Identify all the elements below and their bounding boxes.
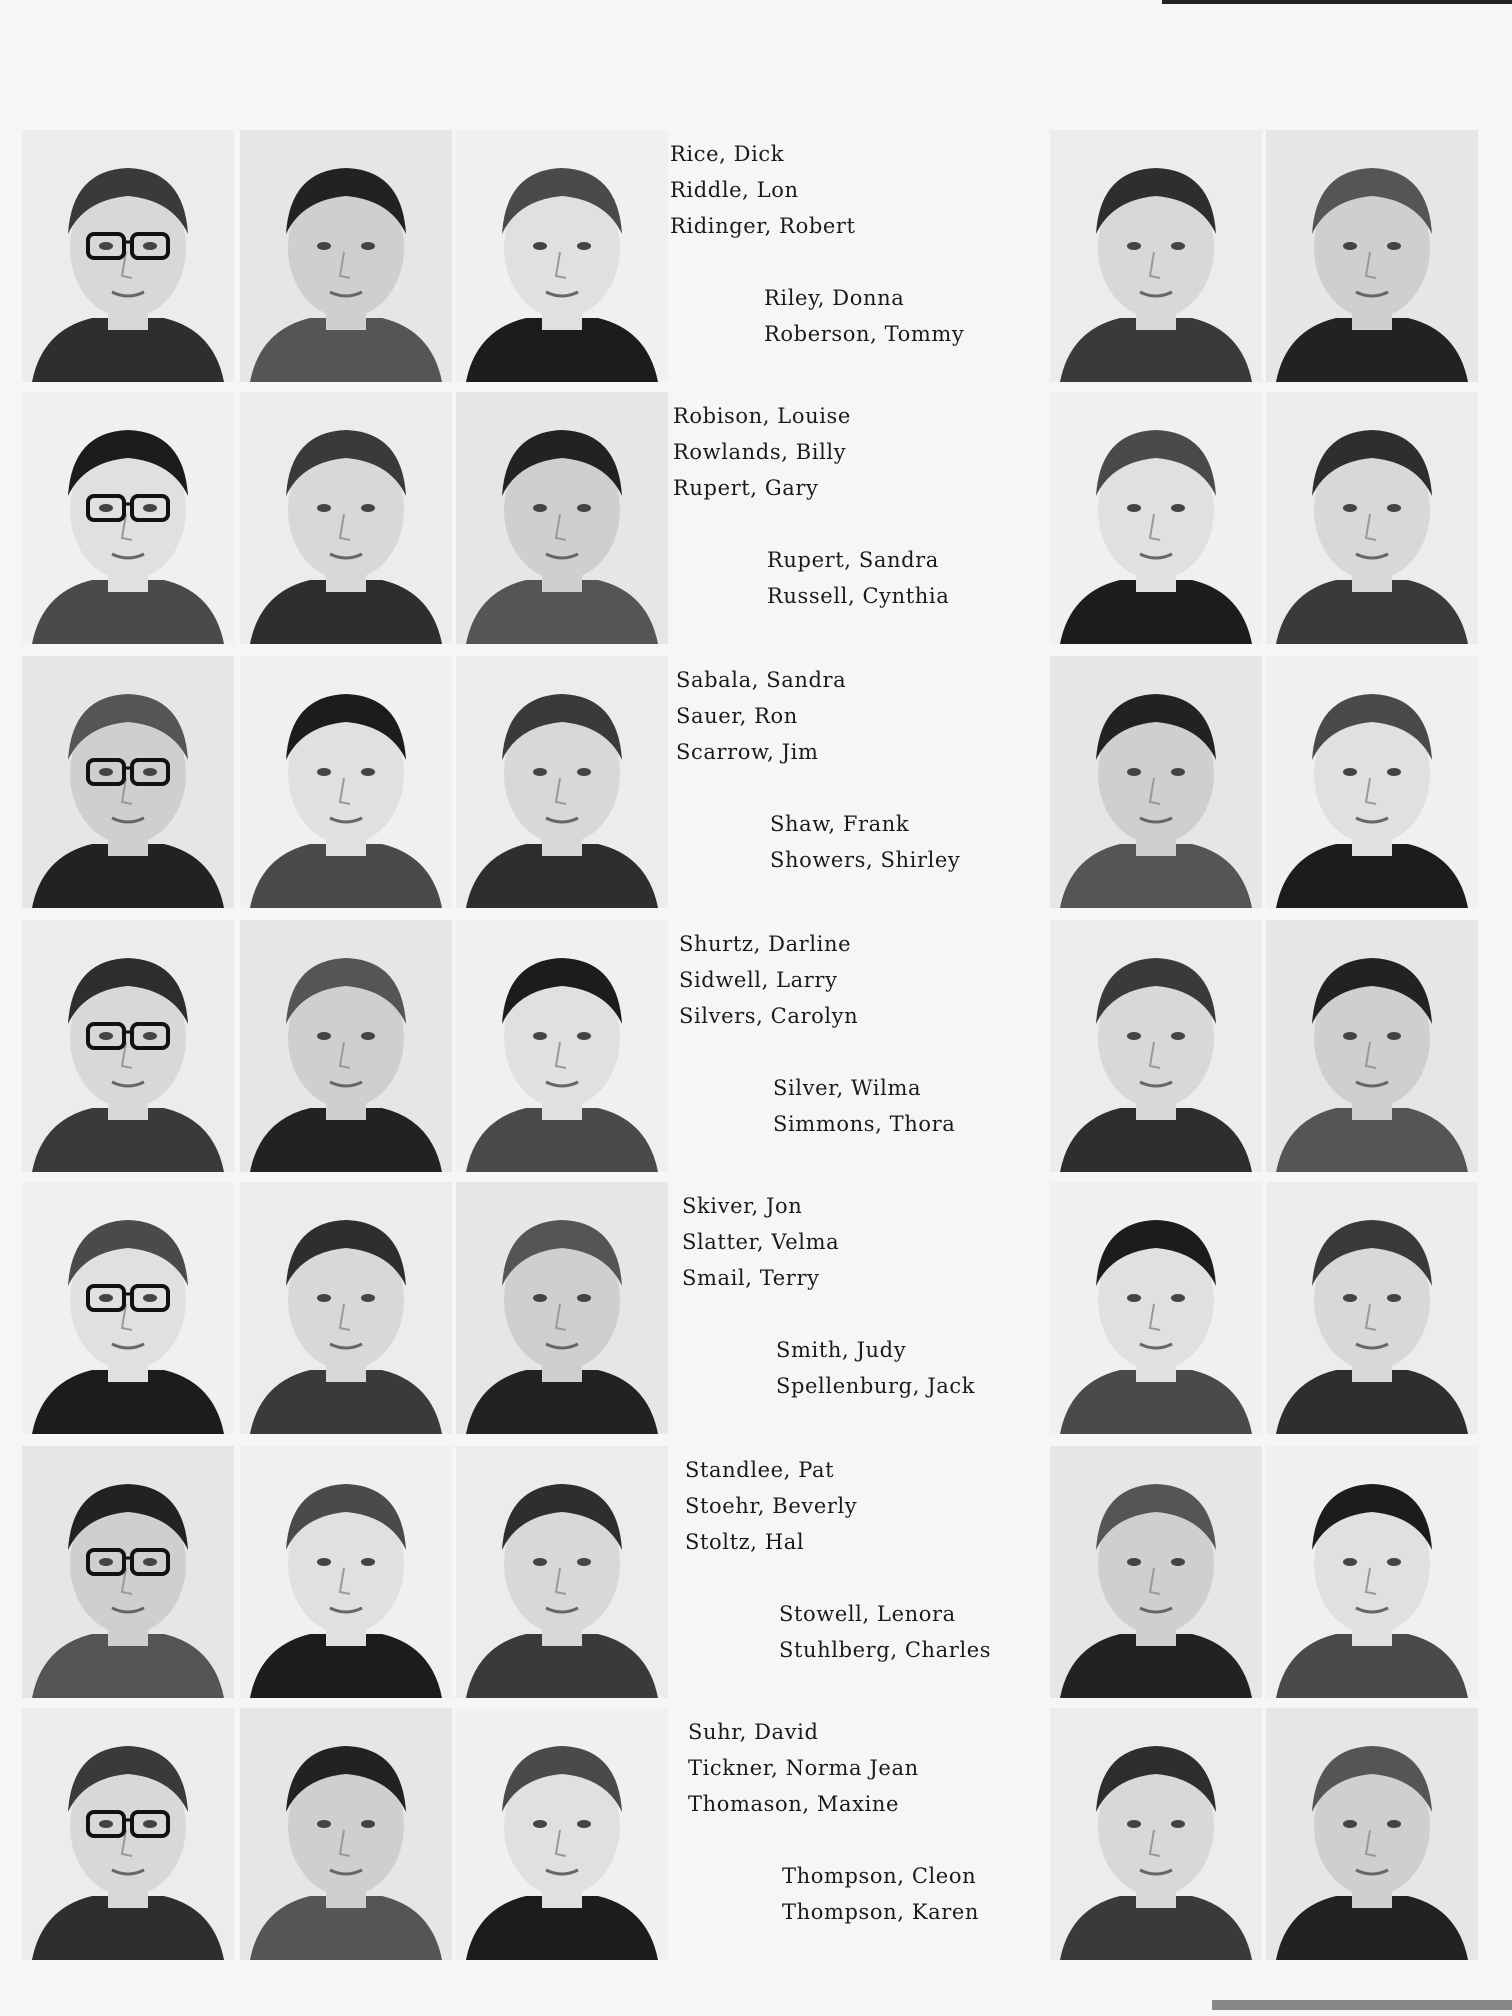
name-list [676, 668, 1036, 908]
student-name: Thompson, Cleon [782, 1864, 977, 1888]
student-portrait [240, 920, 452, 1172]
student-portrait [22, 1446, 234, 1698]
student-name: Ridinger, Robert [670, 214, 856, 238]
student-name: Thomason, Maxine [688, 1792, 900, 1816]
page-edge-bottom [1212, 2000, 1512, 2010]
student-portrait [456, 1446, 668, 1698]
page-edge-top [1162, 0, 1512, 4]
name-list [688, 1720, 1048, 1960]
student-name: Rupert, Sandra [767, 548, 939, 572]
student-name: Silvers, Carolyn [679, 1004, 859, 1028]
student-name: Riddle, Lon [670, 178, 799, 202]
student-name: Russell, Cynthia [767, 584, 950, 608]
student-portrait [456, 392, 668, 644]
student-name: Rice, Dick [670, 142, 785, 166]
student-name: Stoltz, Hal [685, 1530, 805, 1554]
name-list [670, 142, 1030, 382]
student-row-6 [0, 1446, 1512, 1704]
student-portrait [1266, 392, 1478, 644]
student-portrait [240, 1708, 452, 1960]
name-list [682, 1194, 1042, 1434]
student-portrait [1266, 656, 1478, 908]
student-row-3 [0, 656, 1512, 914]
student-name: Stoehr, Beverly [685, 1494, 858, 1518]
student-name: Smith, Judy [776, 1338, 907, 1362]
student-name: Tickner, Norma Jean [688, 1756, 919, 1780]
student-portrait [1266, 920, 1478, 1172]
student-name: Stowell, Lenora [779, 1602, 956, 1626]
student-portrait [1050, 1182, 1262, 1434]
student-portrait [1266, 1182, 1478, 1434]
student-row-2 [0, 392, 1512, 650]
student-name: Sabala, Sandra [676, 668, 847, 692]
student-portrait [1266, 1446, 1478, 1698]
student-name: Rowlands, Billy [673, 440, 847, 464]
student-portrait [22, 656, 234, 908]
student-name: Spellenburg, Jack [776, 1374, 976, 1398]
student-name: Scarrow, Jim [676, 740, 819, 764]
student-name: Roberson, Tommy [764, 322, 965, 346]
student-portrait [240, 130, 452, 382]
student-name: Sidwell, Larry [679, 968, 838, 992]
student-portrait [1050, 130, 1262, 382]
student-row-7 [0, 1708, 1512, 1966]
student-name: Showers, Shirley [770, 848, 961, 872]
student-portrait [1266, 1708, 1478, 1960]
student-portrait [456, 1182, 668, 1434]
student-name: Smail, Terry [682, 1266, 820, 1290]
student-portrait [1050, 920, 1262, 1172]
student-portrait [22, 1182, 234, 1434]
student-name: Skiver, Jon [682, 1194, 803, 1218]
student-name: Suhr, David [688, 1720, 819, 1744]
student-portrait [22, 130, 234, 382]
student-name: Sauer, Ron [676, 704, 798, 728]
student-row-4 [0, 920, 1512, 1178]
student-portrait [240, 656, 452, 908]
student-portrait [22, 1708, 234, 1960]
student-portrait [456, 130, 668, 382]
student-portrait [1266, 130, 1478, 382]
student-portrait [240, 1182, 452, 1434]
student-portrait [456, 1708, 668, 1960]
student-name: Riley, Donna [764, 286, 905, 310]
student-name: Stuhlberg, Charles [779, 1638, 992, 1662]
name-list [685, 1458, 1045, 1698]
student-portrait [240, 1446, 452, 1698]
student-portrait [1050, 1446, 1262, 1698]
student-name: Standlee, Pat [685, 1458, 835, 1482]
student-row-5 [0, 1182, 1512, 1440]
student-portrait [240, 392, 452, 644]
name-list [679, 932, 1039, 1172]
student-row-1 [0, 130, 1512, 388]
student-name: Slatter, Velma [682, 1230, 840, 1254]
student-portrait [1050, 392, 1262, 644]
student-portrait [1050, 1708, 1262, 1960]
student-name: Robison, Louise [673, 404, 851, 428]
student-name: Shaw, Frank [770, 812, 910, 836]
name-list [673, 404, 1033, 644]
student-name: Rupert, Gary [673, 476, 819, 500]
student-portrait [456, 920, 668, 1172]
student-portrait [22, 392, 234, 644]
student-portrait [1050, 656, 1262, 908]
student-name: Simmons, Thora [773, 1112, 956, 1136]
student-name: Shurtz, Darline [679, 932, 852, 956]
student-name: Silver, Wilma [773, 1076, 922, 1100]
student-portrait [22, 920, 234, 1172]
student-name: Thompson, Karen [782, 1900, 980, 1924]
student-portrait [456, 656, 668, 908]
